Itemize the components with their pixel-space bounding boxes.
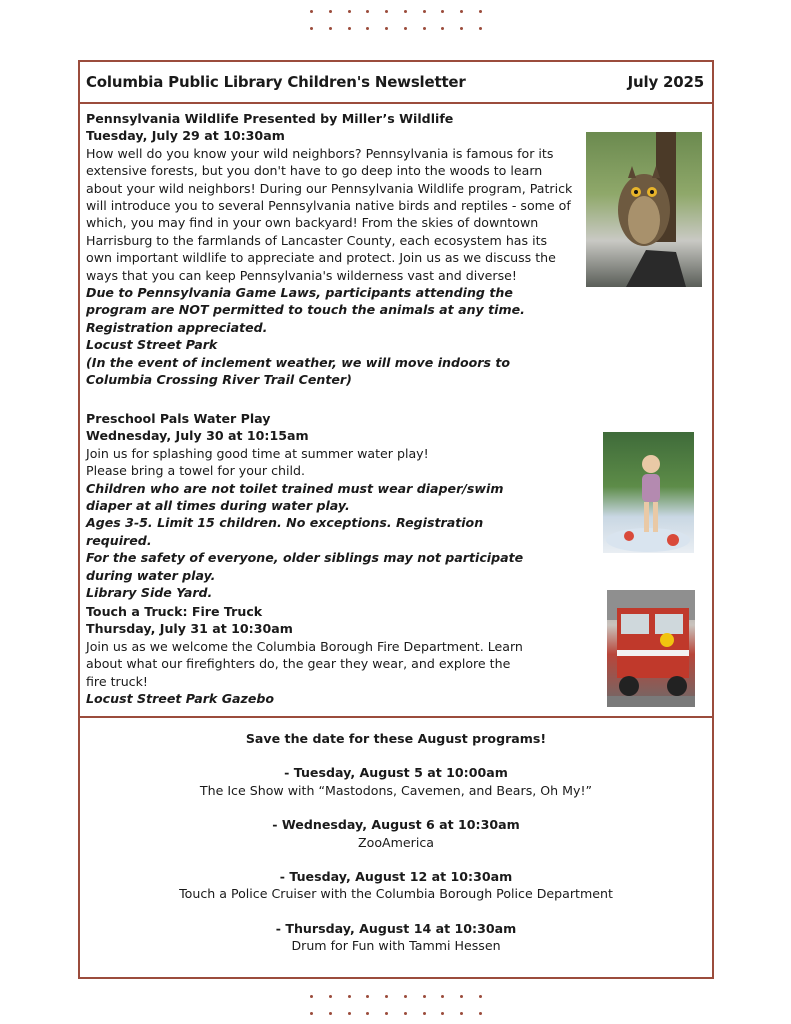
event-description-line: Join us for splashing good time at summer water play! xyxy=(86,445,429,461)
event-note-location: Locust Street Park xyxy=(86,337,218,353)
august-program-name: Touch a Police Cruiser with the Columbia Borough Police Department xyxy=(179,886,613,902)
event-description: How well do you know your wild neighbors? Pennsylvania is famous for its extensive forests, but you don't have to go deep into the woods to learn about your wild neighbors! During our Pennsylvania Wildlife program, Patrick will introduce you to several Pennsylvania native birds and reptiles - some of which, you may find in your own backyard! From the skies of downtown Harrisburg to the farmlands of Lancaster County, each ecosystem has its own important wildlife to appreciate and protect. Join us as we discuss the ways that you can keep Pennsylvania's wilderness vast and diverse! xyxy=(86,145,573,283)
august-program-item xyxy=(80,816,712,851)
event-date: Thursday, July 31 at 10:30am xyxy=(86,621,293,637)
event-note-registration: Registration appreciated. xyxy=(86,319,268,335)
event-note-location: Library Side Yard. xyxy=(86,585,213,601)
event-pennsylvania-wildlife xyxy=(86,110,576,389)
august-program-item xyxy=(80,764,712,799)
august-heading: Save the date for these August programs! xyxy=(245,731,547,746)
august-program-name: ZooAmerica xyxy=(358,834,434,850)
event-description-line: Please bring a towel for your child. xyxy=(86,463,305,479)
august-program-name: The Ice Show with “Mastodons, Cavemen, and Bears, Oh My!” xyxy=(199,782,593,798)
decorative-dots-bottom xyxy=(310,988,482,1022)
owl-icon xyxy=(586,132,702,287)
fire-truck-photo xyxy=(607,590,695,707)
august-program-date: - Thursday, August 14 at 10:30am xyxy=(275,920,517,936)
newsletter-title: Columbia Public Library Children's Newsletter xyxy=(86,73,466,91)
august-programs-section xyxy=(80,718,712,955)
owl-photo xyxy=(586,132,702,287)
august-program-name: Drum for Fun with Tammi Hessen xyxy=(291,938,501,954)
water-play-photo xyxy=(603,432,694,553)
event-description: Join us as we welcome the Columbia Borough Fire Department. Learn about what our firefighters do, the gear they wear, and explore the fire truck! xyxy=(86,638,523,689)
newsletter-date: July 2025 xyxy=(627,73,704,91)
august-program-date: - Wednesday, August 6 at 10:30am xyxy=(272,817,520,833)
august-program-item xyxy=(80,868,712,903)
event-note-game-laws: Due to Pennsylvania Game Laws, participants attending the program are NOT permitted to touch the animals at any time. xyxy=(86,285,525,318)
event-note-siblings: For the safety of everyone, older siblings may not participate during water play. xyxy=(86,550,524,583)
newsletter-header xyxy=(80,62,712,104)
events-section xyxy=(80,104,712,718)
event-note-diaper: Children who are not toilet trained must wear diaper/swim diaper at all times during water play. xyxy=(86,480,504,514)
event-date: Wednesday, July 30 at 10:15am xyxy=(86,428,309,444)
event-note-location: Locust Street Park Gazebo xyxy=(86,691,275,707)
child-icon xyxy=(603,432,694,553)
event-note-ages: Ages 3-5. Limit 15 children. No exceptions. Registration required. xyxy=(86,515,484,548)
august-program-item xyxy=(80,920,712,955)
event-preschool-water-play xyxy=(86,410,526,601)
august-program-date: - Tuesday, August 12 at 10:30am xyxy=(279,869,513,885)
event-title: Pennsylvania Wildlife Presented by Miller’s Wildlife xyxy=(86,111,454,126)
event-touch-a-truck xyxy=(86,603,531,707)
event-title: Touch a Truck: Fire Truck xyxy=(86,604,263,619)
fire-truck-icon xyxy=(607,590,695,707)
august-program-date: - Tuesday, August 5 at 10:00am xyxy=(284,765,508,781)
decorative-dots-top xyxy=(310,3,482,37)
event-title: Preschool Pals Water Play xyxy=(86,411,271,426)
newsletter-frame xyxy=(78,60,714,979)
event-date: Tuesday, July 29 at 10:30am xyxy=(86,128,285,144)
event-note-weather: (In the event of inclement weather, we will move indoors to Columbia Crossing River Trail Center) xyxy=(86,354,511,388)
